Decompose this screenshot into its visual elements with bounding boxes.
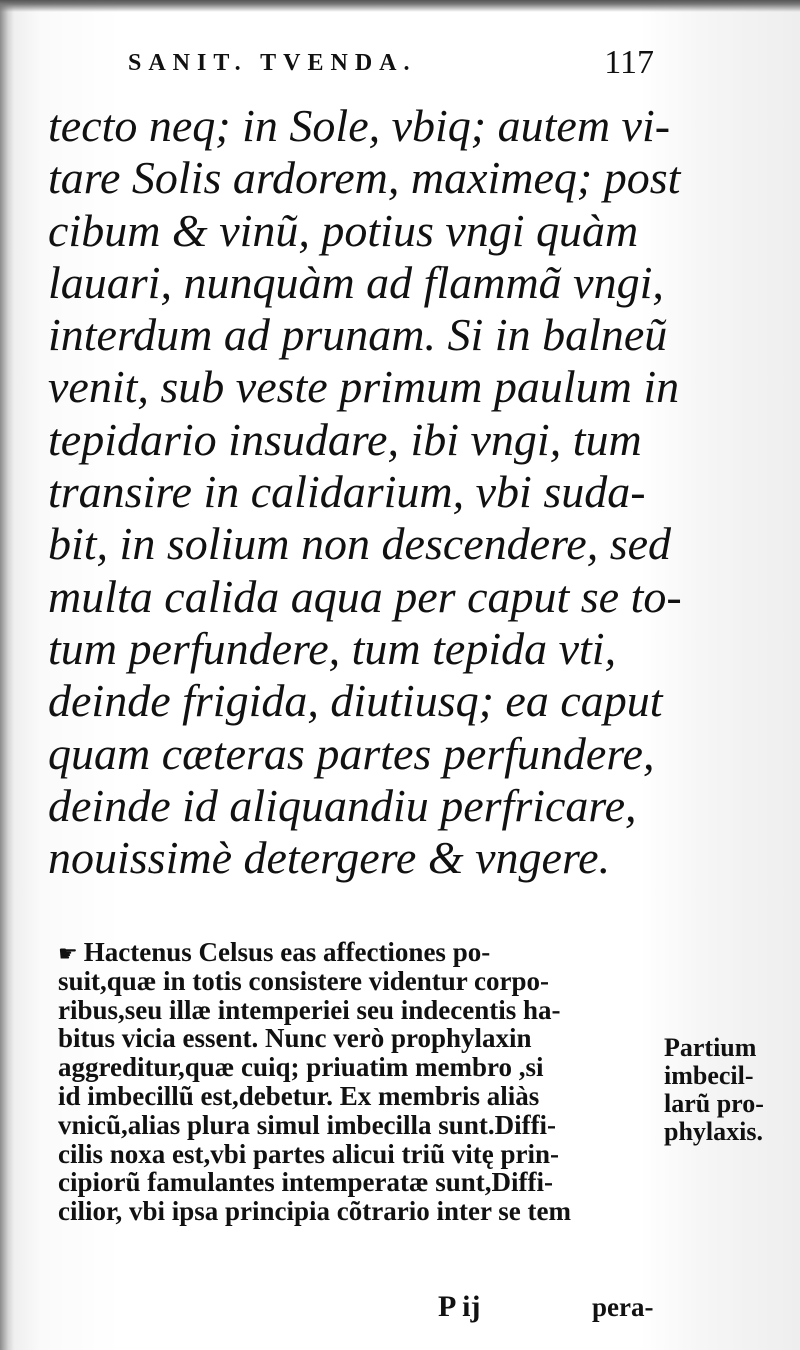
text-line: venit, sub veste primum paulum in (48, 361, 680, 413)
text-line: tare Solis ardorem, maximeq; post (48, 152, 681, 204)
commentary-line: bitus vicia essent. Nunc verò prophylaxin (58, 1023, 532, 1054)
marginal-note-line: phylaxis. (664, 1117, 763, 1146)
commentary-line: cipiorũ famulantes intemperatæ sunt,Diffi- (58, 1167, 553, 1198)
marginal-note-line: larũ pro- (664, 1089, 764, 1118)
commentary-line: cilior, vbi ipsa principia cõtrario inter se tem (58, 1196, 571, 1227)
text-line: deinde id aliquandiu perfricare, (48, 779, 637, 831)
page-header (128, 44, 658, 94)
text-line: interdum ad prunam. Si in balneũ (48, 309, 668, 361)
text-line: tepidario insudare, ibi vngi, tum (48, 413, 642, 465)
commentary-line (58, 938, 670, 967)
commentary-line: ribus,seu illæ intemperiei seu indecentis ha- (58, 994, 561, 1025)
marginal-note (664, 1034, 798, 1146)
page-gutter-shadow (0, 0, 14, 1350)
commentary-line-text: Hactenus Celsus eas affectiones po- (83, 937, 491, 967)
page-number: 117 (604, 44, 654, 81)
page-footer (0, 1290, 800, 1330)
marginal-note-line: imbecil- (664, 1061, 754, 1090)
text-line: bit, in solium non descendere, sed (48, 518, 672, 570)
text-line: lauari, nunquàm ad flammã vngi, (48, 256, 664, 308)
commentary-line: suit,quæ in totis consistere videntur corpo- (58, 965, 550, 996)
marginal-note-line: Partium (664, 1033, 757, 1062)
commentary-line: cilis noxa est,vbi partes alicui triũ vitę prin- (58, 1138, 559, 1169)
text-line: deinde frigida, diutiusq; ea caput (48, 675, 663, 727)
text-line: cibum & vinũ, potius vngi quàm (48, 204, 639, 256)
commentary-line: vnicũ,alias plura simul imbecilla sunt.Diffi- (58, 1109, 557, 1140)
commentary-line: id imbecillũ est,debetur. Ex membris aliàs (58, 1080, 540, 1111)
text-line: quam cæteras partes perfundere, (48, 727, 655, 779)
main-italic-text (48, 100, 682, 884)
text-line: nouissimè detergere & vngere. (48, 832, 611, 884)
text-line: tecto neq; in Sole, vbiq; autem vi- (48, 100, 671, 151)
manicule-icon: ☛ (58, 942, 78, 967)
catchword: pera- (592, 1292, 654, 1322)
signature-mark: P ij (438, 1290, 481, 1323)
text-line: tum perfundere, tum tepida vti, (48, 622, 617, 674)
commentary-line: aggreditur,quæ cuiq; priuatim membro ,si (58, 1052, 544, 1083)
running-title: SANIT. TVENDA. (128, 50, 417, 76)
text-line: transire in calidarium, vbi suda- (48, 466, 646, 518)
commentary-text (58, 938, 670, 1226)
page-top-edge (0, 0, 800, 12)
text-line: multa calida aqua per caput se to- (48, 570, 682, 622)
